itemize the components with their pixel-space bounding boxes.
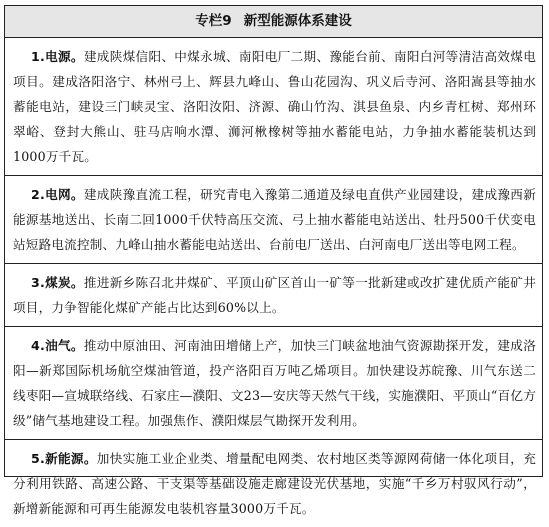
box-title: 新型能源体系建设 (243, 13, 352, 29)
item-text: 推动中原油田、河南油田增储上产，加快三门峡盆地油气资源勘探开发，建成洛阳—新郑国际机场航空煤油管道，投产洛阳百万吨乙烯项目。加快建设苏皖豫、川气东送二线枣阳—宣城联络线、石家庄—濮阳、文23—安庆等天然气干线，实施濮阳、平顶山“百亿方级”储气基地建设工程。加强焦作、濮阳煤层气勘探开发利用。 (13, 338, 537, 428)
item-heading: 4.油气。 (31, 338, 84, 353)
feature-box (4, 5, 543, 516)
item-text: 推进新乡陈召北井煤矿、平顶山矿区首山一矿等一批新建或改扩建优质产能矿井项目，力争智能化煤矿产能占比达到60%以上。 (13, 275, 537, 315)
box-title-bar (5, 6, 542, 38)
item-power-source (5, 38, 542, 175)
item-coal (5, 263, 542, 326)
item-heading: 5.新能源。 (31, 451, 97, 466)
item-text: 建成陕豫直流工程，研究青电入豫第二通道及绿电直供产业园建设，建成豫西新能源基地送出、长南二回1000千伏特高压交流、弓上抽水蓄能电站送出、牡丹500千伏变电站短路电流控制、九峰山抽水蓄能电站送出、台前电厂送出、白河南电厂送出等电网工程。 (13, 187, 537, 252)
item-text: 建成陕煤信阳、中煤永城、南阳电厂二期、豫能台前、南阳白河等清洁高效煤电项目。建成洛阳洛宁、林州弓上、辉县九峰山、鲁山花园沟、巩义后寺河、洛阳嵩县等抽水蓄能电站，建设三门峡灵宝、洛阳汝阳、济源、确山竹沟、淇县鱼泉、内乡青杠树、郑州环翠峪、登封大熊山、驻马店响水潭、浉河楸橡树等抽水蓄能电站，力争抽水蓄能装机达到1000万千瓦。 (13, 49, 537, 164)
item-heading: 1.电源。 (31, 49, 84, 64)
item-new-energy (5, 439, 542, 527)
item-heading: 3.煤炭。 (31, 275, 84, 290)
item-oil-gas (5, 326, 542, 439)
item-text: 加快实施工业企业类、增量配电网类、农村地区类等源网荷储一体化项目，充分利用铁路、高速公路、干支渠等基础设施走廊建设光伏基地，实施“千乡万村驭风行动”，新增新能源和可再生能源发电装机容量3000万千瓦。 (13, 451, 536, 516)
box-label: 专栏9 (195, 13, 232, 29)
item-power-grid (5, 175, 542, 263)
item-heading: 2.电网。 (31, 187, 84, 202)
